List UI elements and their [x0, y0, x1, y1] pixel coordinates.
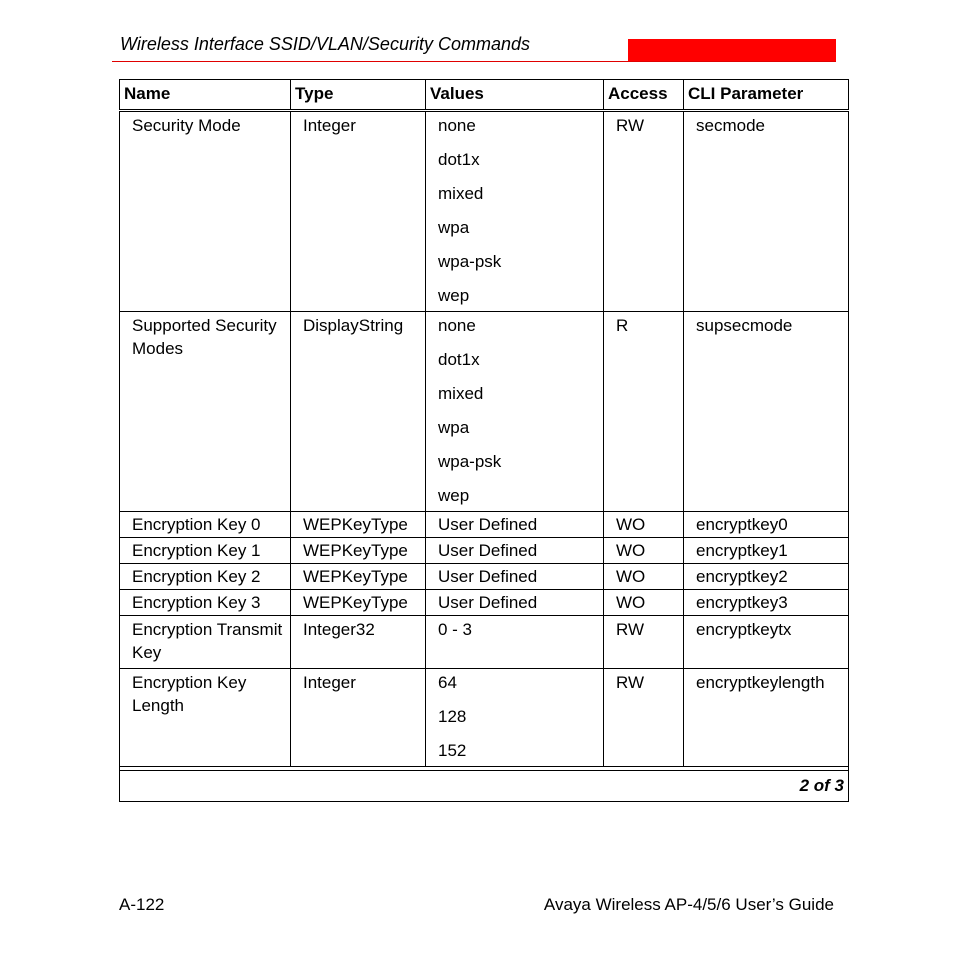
cell-access: WO: [604, 564, 684, 590]
column-header-values: Values: [426, 80, 604, 111]
column-header-name: Name: [120, 80, 291, 111]
column-header-type: Type: [291, 80, 426, 111]
column-header-access: Access: [604, 80, 684, 111]
cell-values: [426, 111, 604, 312]
value-item: dot1x: [438, 150, 480, 169]
cell-name: Encryption Key Length: [120, 669, 291, 767]
cell-values: User Defined: [426, 538, 604, 564]
value-item: 128: [438, 707, 467, 726]
table-row: [120, 564, 849, 590]
cell-values: User Defined: [426, 512, 604, 538]
table-header-row: [120, 80, 849, 111]
value-item: wep: [438, 286, 470, 305]
value-item: 152: [438, 741, 467, 760]
cell-access: WO: [604, 590, 684, 616]
value-item: dot1x: [438, 350, 480, 369]
cell-cli: encryptkey2: [684, 564, 849, 590]
cell-cli: supsecmode: [684, 312, 849, 512]
cell-cli: secmode: [684, 111, 849, 312]
parameter-table: [119, 79, 849, 802]
header-accent-bar: [628, 39, 836, 61]
cell-values: 0 - 3: [426, 616, 604, 669]
cell-name: Supported Security Modes: [120, 312, 291, 512]
cell-name: Encryption Key 2: [120, 564, 291, 590]
cell-access: WO: [604, 538, 684, 564]
cell-values: [426, 312, 604, 512]
cell-cli: encryptkeylength: [684, 669, 849, 767]
header-rule: [112, 61, 836, 62]
cell-cli: encryptkey3: [684, 590, 849, 616]
value-item: 64: [438, 673, 457, 692]
cell-access: RW: [604, 111, 684, 312]
cell-type: DisplayString: [291, 312, 426, 512]
cell-type: WEPKeyType: [291, 538, 426, 564]
guide-title: Avaya Wireless AP-4/5/6 User’s Guide: [543, 895, 834, 914]
cell-cli: encryptkey1: [684, 538, 849, 564]
section-title: Wireless Interface SSID/VLAN/Security Commands: [120, 34, 530, 54]
table-row: [120, 512, 849, 538]
table-row: [120, 669, 849, 767]
table-page-indicator: 2 of 3: [120, 771, 849, 802]
cell-name: Encryption Key 1: [120, 538, 291, 564]
cell-type: Integer32: [291, 616, 426, 669]
page-number: A-122: [119, 895, 165, 914]
cell-type: WEPKeyType: [291, 512, 426, 538]
cell-type: WEPKeyType: [291, 590, 426, 616]
value-item: wep: [438, 486, 470, 505]
cell-cli: encryptkeytx: [684, 616, 849, 669]
cell-type: Integer: [291, 111, 426, 312]
table-footer-row: [120, 771, 849, 802]
table-row: [120, 312, 849, 512]
cell-type: WEPKeyType: [291, 564, 426, 590]
cell-access: R: [604, 312, 684, 512]
value-item: wpa: [438, 418, 470, 437]
value-item: wpa-psk: [438, 452, 502, 471]
value-item: none: [438, 116, 476, 135]
value-item: wpa-psk: [438, 252, 502, 271]
cell-name: Encryption Transmit Key: [120, 616, 291, 669]
cell-values: User Defined: [426, 564, 604, 590]
table-row: [120, 616, 849, 669]
cell-access: RW: [604, 669, 684, 767]
column-header-cli-parameter: CLI Parameter: [684, 80, 849, 111]
cell-values: [426, 669, 604, 767]
cell-access: WO: [604, 512, 684, 538]
cell-cli: encryptkey0: [684, 512, 849, 538]
table-row: [120, 538, 849, 564]
table-row: [120, 111, 849, 312]
cell-access: RW: [604, 616, 684, 669]
cell-name: Encryption Key 0: [120, 512, 291, 538]
cell-name: Encryption Key 3: [120, 590, 291, 616]
cell-values: User Defined: [426, 590, 604, 616]
cell-type: Integer: [291, 669, 426, 767]
value-item: wpa: [438, 218, 470, 237]
value-item: none: [438, 316, 476, 335]
value-item: mixed: [438, 184, 484, 203]
value-item: mixed: [438, 384, 484, 403]
cell-name: Security Mode: [120, 111, 291, 312]
table-row: [120, 590, 849, 616]
